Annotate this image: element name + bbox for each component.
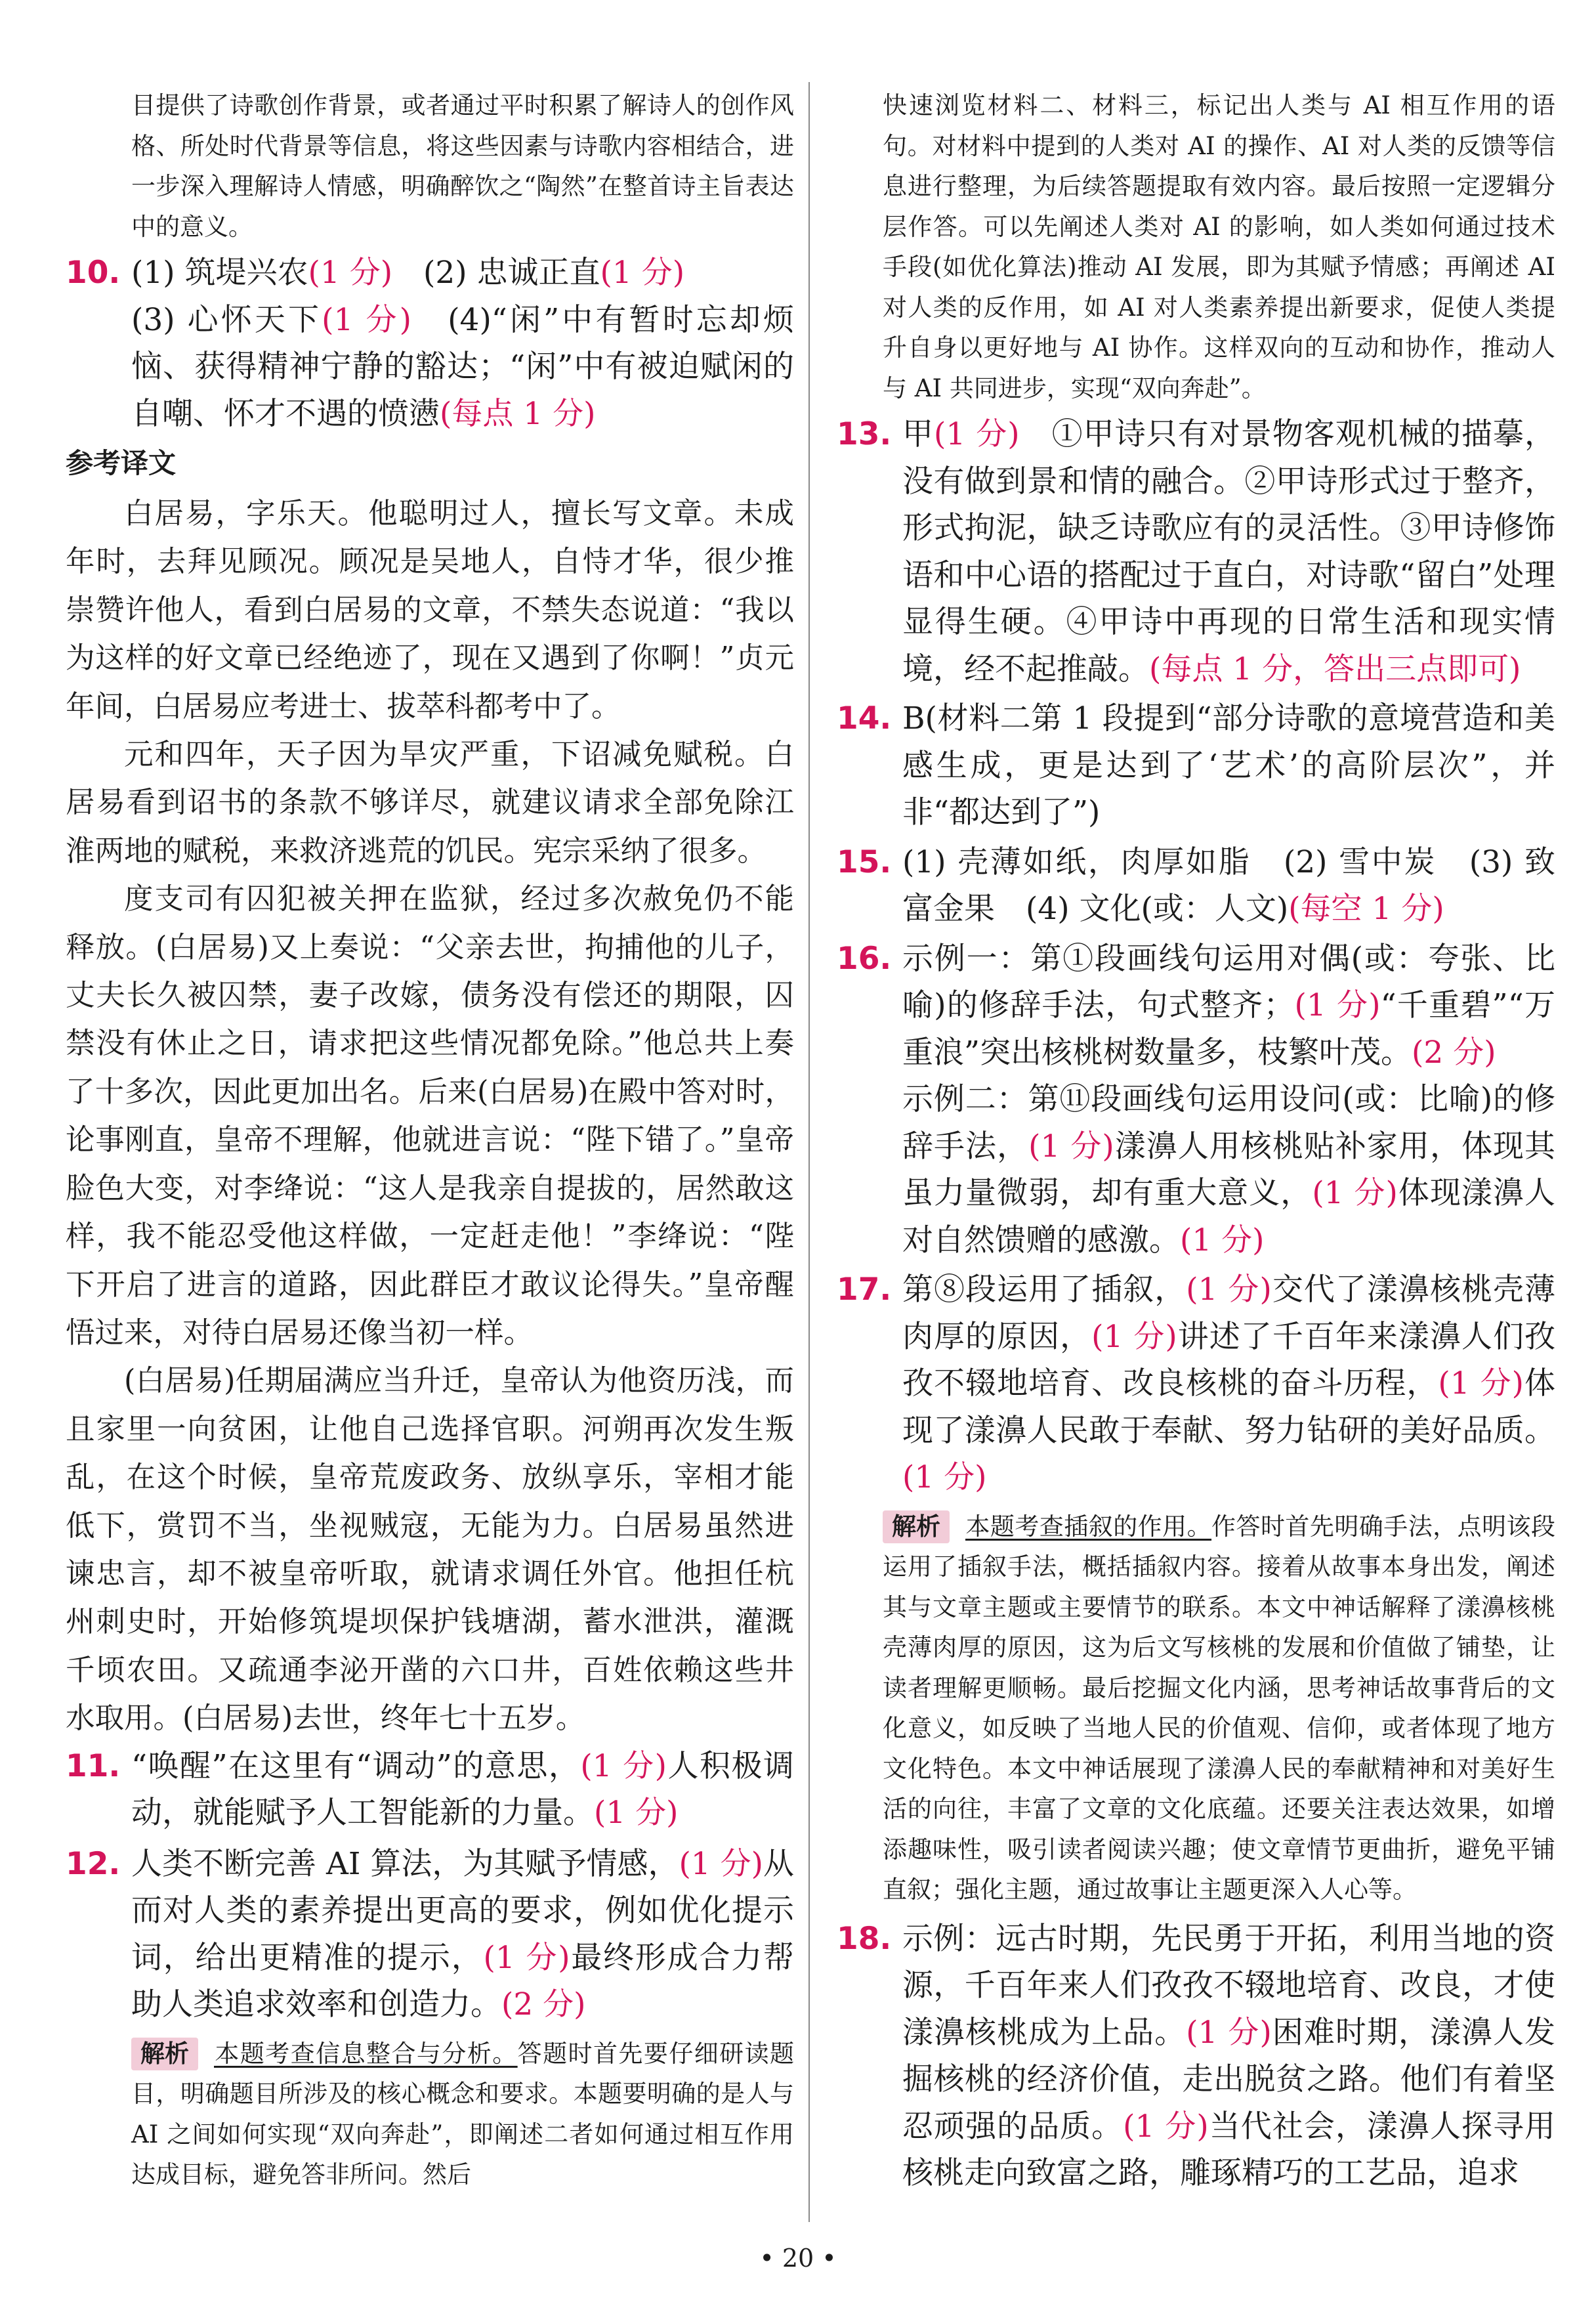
page-number: • 20 • (759, 2244, 837, 2273)
score: (2 分) (501, 1986, 586, 2023)
score: (1 分) (1312, 1175, 1398, 1211)
score: (1 分) (1180, 1222, 1265, 1258)
score: (1 分) (1438, 1365, 1524, 1401)
example-two: 示例二：第⑪段画线句运用设问(或：比喻)的修辞手法，(1 分)漾濞人用核桃贴补家用，体现其虽力量微弱，却有重大意义，(1 分)体现漾濞人对自然馈赠的感激。(1 分) (902, 1081, 1556, 1258)
question-17-answer: 17. 第⑧段运用了插叙，(1 分)交代了漾濞核桃壳薄肉厚的原因，(1 分)讲述了千百年来漾濞人们孜孜不辍地培育、改良核桃的奋斗历程，(1 分)体现了漾濞人民敢于奉献、努力钻研的美好品质。(1 分) (837, 1266, 1555, 1501)
analysis-topic: 本题考查插叙的作用。 (965, 1512, 1212, 1541)
question-number: 14. (837, 700, 892, 737)
question-number: 11. (66, 1747, 121, 1784)
score: (1 分) (322, 301, 411, 338)
right-column (837, 85, 1555, 2197)
analysis-topic: 本题考查信息整合与分析。 (214, 2039, 518, 2068)
translation-paragraph: 元和四年，天子因为旱灾严重，下诏减免赋税。白居易看到诏书的条款不够详尽，就建议请求全部免除江淮两地的赋税，来救济逃荒的饥民。宪宗采纳了很多。 (66, 738, 794, 868)
question-14-answer: 14. B(材料二第 1 段提到“部分诗歌的意境营造和美感生成，更是达到了‘艺术’的高阶层次”，并非“都达到了”) (837, 695, 1555, 836)
question-13-answer: 13. 甲(1 分) ①甲诗只有对景物客观机械的描摹，没有做到景和情的融合。②甲诗形式过于整齐，形式拘泥，缺乏诗歌应有的灵活性。③甲诗修饰语和中心语的搭配过于直白，对诗歌“留白”处理显得生硬。④甲诗中再现的日常生活和现实情境，经不起推敲。(每点 1 分，答出三点即可) (837, 411, 1555, 693)
question-number: 18. (837, 1920, 892, 1957)
score: (1 分) (580, 1747, 667, 1784)
score: (每点 1 分) (440, 395, 596, 432)
score: (1 分) (594, 1795, 679, 1831)
score: (1 分) (308, 255, 393, 291)
translation-paragraph: 度支司有囚犯被关押在监狱，经过多次赦免仍不能释放。(白居易)又上奏说：“父亲去世，拘捕他的儿子，丈夫长久被囚禁，妻子改嫁，债务没有偿还的期限，囚禁没有休止之日，请求把这些情况都免除。”他总共上奏了十多次，因此更加出名。后来(白居易)在殿中答对时，论事刚直，皇帝不理解，他就进言说：“陛下错了。”皇帝脸色大变，对李绛说：“这人是我亲自提拔的，居然敢这样，我不能忍受他这样做，一定赶走他！”李绛说：“陛下开启了进言的道路，因此群臣才敢议论得失。”皇帝醒悟过来，对待白居易还像当初一样。 (66, 882, 794, 1350)
score: (1 分) (934, 416, 1020, 452)
score: (2 分) (1412, 1034, 1496, 1071)
score: (1 分) (1123, 2108, 1209, 2145)
analysis-17: 解析 本题考查插叙的作用。作答时首先明确手法，点明该段运用了插叙手法，概括插叙内容。接着从故事本身出发，阐述其与文章主题或主要情节的联系。本文中神话解释了漾濞核桃壳薄肉厚的原因，这为后文写核桃的发展和价值做了铺垫，让读者理解更顺畅。最后挖掘文化内涵，思考神话故事背后的文化意义，如反映了当地人民的价值观、信仰，或者体现了地方文化特色。本文中神话展现了漾濞人民的奉献精神和对美好生活的向往，丰富了文章的文化底蕴。还要关注表达效果，如增添趣味性，吸引读者阅读兴趣；使文章情节更曲折，避免平铺直叙；强化主题，通过故事让主题更深入人心等。 (837, 1507, 1555, 1910)
score: (1 分) (1186, 1272, 1272, 1308)
score: (1 分) (1186, 2014, 1272, 2051)
translation-paragraph: 白居易，字乐天。他聪明过人，擅长写文章。未成年时，去拜见顾况。顾况是吴地人，自恃才华，很少推崇赞许他人，看到白居易的文章，不禁失态说道：“我以为这样的好文章已经绝迹了，现在又遇到了你啊！”贞元年间，白居易应考进士、拔萃科都考中了。 (66, 497, 794, 723)
question-number: 15. (837, 844, 892, 880)
question-number: 13. (837, 416, 892, 452)
column-divider (808, 82, 810, 2222)
score: (1 分) (483, 1939, 570, 1976)
analysis-12: 解析 本题考查信息整合与分析。答题时首先要仔细研读题目，明确题目所涉及的核心概念和要求。本题要明确的是人与 AI 之间如何实现“双向奔赴”，即阐述二者如何通过相互作用达成目标，避免答非所问。然后 (66, 2034, 794, 2195)
score: (1 分) (1091, 1318, 1177, 1355)
question-15-answer: 15. (1) 壳薄如纸，肉厚如脂 (2) 雪中炭 (3) 致富金果 (4) 文化(或：人文)(每空 1 分) (837, 839, 1555, 933)
score: (每空 1 分) (1288, 891, 1444, 927)
question-number: 16. (837, 940, 892, 977)
answer-line: (3) 心怀天下(1 分) (4)“闲”中有暂时忘却烦恼、获得精神宁静的豁达；“闲”中有被迫赋闲的自嘲、怀才不遇的愤懑(每点 1 分) (131, 301, 795, 432)
question-16-answer (837, 935, 1555, 1264)
question-number: 12. (66, 1845, 121, 1882)
question-10-answer (66, 249, 794, 437)
translation-paragraph: (白居易)任期届满应当升迁，皇帝认为他资历浅，而且家里一向贫困，让他自己选择官职。河朔再次发生叛乱，在这个时候，皇帝荒废政务、放纵享乐，宰相才能低下，赏罚不当，坐视贼寇，无能为力。白居易虽然进谏忠言，却不被皇帝听取，就请求调任外官。他担任杭州刺史时，开始修筑堤坝保护钱塘湖，蓄水泄洪，灌溉千顷农田。又疏通李泌开凿的六口井，百姓依赖这些井水取用。(白居易)去世，终年七十五岁。 (66, 1364, 794, 1736)
analysis-tag: 解析 (131, 2038, 198, 2070)
score: (每点 1 分，答出三点即可) (1149, 651, 1521, 687)
analysis-12-continuation: 快速浏览材料二、材料三，标记出人类与 AI 相互作用的语句。对材料中提到的人类对 AI 的操作、AI 对人类的反馈等信息进行整理，为后续答题提取有效内容。最后按照一定逻辑分层作答。可以先阐述人类对 AI 的影响，如人类如何通过技术手段(如优化算法)推动 AI 发展，即为其赋予情感；再阐述 AI 对人类的反作用，如 AI 对人类素养提出新要求，促使人类提升自身以更好地与 AI 协作。这样双向的互动和协作，推动人与 AI 共同进步，实现“双向奔赴”。 (883, 91, 1555, 402)
example-one: 示例一：第①段画线句运用对偶(或：夸张、比喻)的修辞手法，句式整齐；(1 分)“千重碧”“万重浪”突出核桃树数量多，枝繁叶茂。(2 分) (902, 940, 1555, 1071)
question-number: 17. (837, 1272, 892, 1308)
question-number: 10. (66, 255, 121, 291)
score: (1 分) (1028, 1128, 1114, 1165)
question-12-answer: 12. 人类不断完善 AI 算法，为其赋予情感，(1 分)从而对人类的素养提出更高的要求，例如优化提示词，给出更精准的提示，(1 分)最终形成合力帮助人类追求效率和创造力。(2 分) (66, 1841, 794, 2028)
score: (1 分) (600, 255, 685, 291)
analysis-continuation: 目提供了诗歌创作背景，或者通过平时积累了解诗人的创作风格、所处时代背景等信息，将这些因素与诗歌内容相结合，进一步深入理解诗人情感，明确醉饮之“陶然”在整首诗主旨表达中的意义。 (131, 91, 794, 241)
answer-line: (1) 筑堤兴农(1 分) (2) 忠诚正直(1 分) (131, 255, 685, 291)
score: (1 分) (1294, 987, 1381, 1023)
question-11-answer: 11. “唤醒”在这里有“调动”的意思，(1 分)人积极调动，就能赋予人工智能新的力量。(1 分) (66, 1743, 794, 1837)
question-18-answer: 18. 示例：远古时期，先民勇于开拓，利用当地的资源，千百年来人们孜孜不辍地培育、改良，才使漾濞核桃成为上品。(1 分)困难时期，漾濞人发掘核桃的经济价值，走出脱贫之路。他们有着坚忍顽强的品质。(1 分)当代社会，漾濞人探寻用核桃走向致富之路，雕琢精巧的工艺品，追求 (837, 1915, 1555, 2197)
score: (1 分) (679, 1845, 763, 1882)
left-column (66, 85, 794, 2195)
score: (1 分) (902, 1459, 987, 1495)
translation-heading: 参考译文 (66, 447, 177, 479)
analysis-tag: 解析 (883, 1510, 950, 1543)
